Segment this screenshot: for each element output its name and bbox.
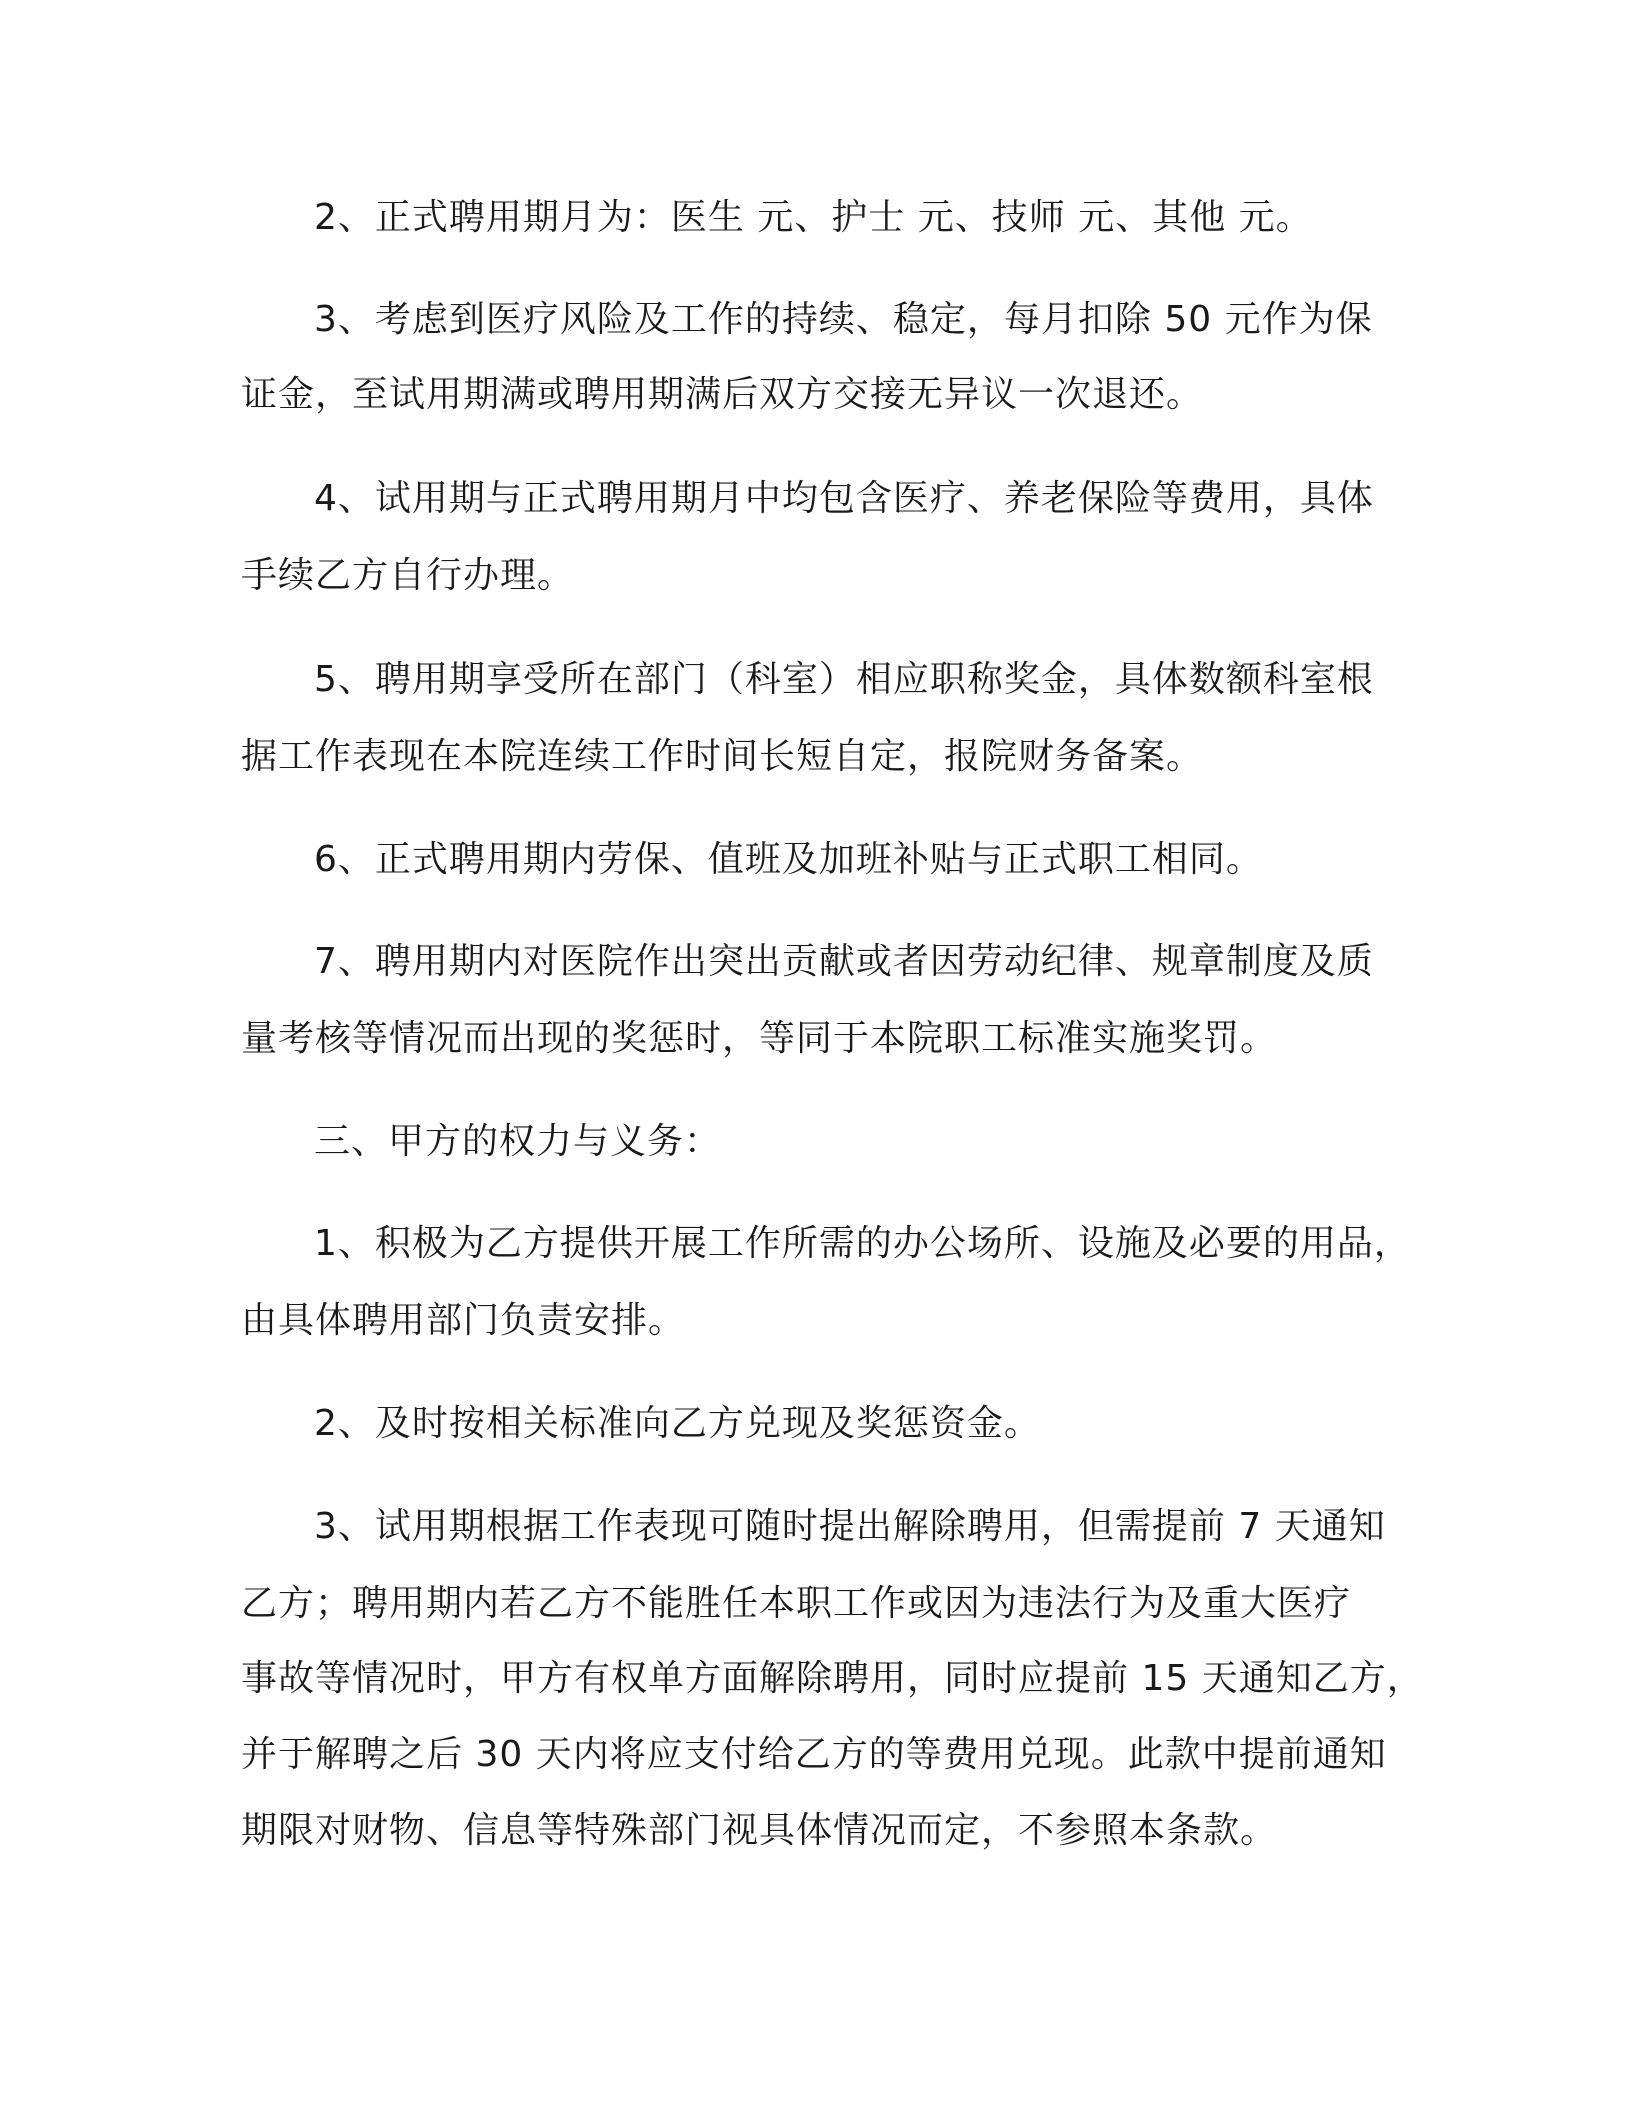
paragraph-line: 3、考虑到医疗风险及工作的持续、稳定，每月扣除 50 元作为保	[314, 299, 1373, 340]
paragraph-line: 5、聘用期享受所在部门（科室）相应职称奖金，具体数额科室根	[314, 659, 1374, 700]
paragraph-line: 据工作表现在本院连续工作时间长短自定，报院财务备案。	[241, 736, 1204, 777]
paragraph-line: 事故等情况时，甲方有权单方面解除聘用，同时应提前 15 天通知乙方，	[241, 1658, 1424, 1699]
paragraph-line: 手续乙方自行办理。	[241, 555, 575, 596]
paragraph-line: 证金，至试用期满或聘用期满后双方交接无异议一次退还。	[241, 374, 1204, 415]
paragraph-line: 2、及时按相关标准向乙方兑现及奖惩资金。	[314, 1403, 1041, 1444]
paragraph-line: 4、试用期与正式聘用期月中均包含医疗、养老保险等费用，具体	[314, 478, 1374, 519]
paragraph-line: 由具体聘用部门负责安排。	[241, 1300, 686, 1341]
paragraph-line: 7、聘用期内对医院作出突出贡献或者因劳动纪律、规章制度及质	[314, 941, 1374, 982]
paragraph-line: 期限对财物、信息等特殊部门视具体情况而定，不参照本条款。	[241, 1810, 1278, 1851]
paragraph-line: 1、积极为乙方提供开展工作所需的办公场所、设施及必要的用品，	[314, 1223, 1411, 1264]
section-heading: 三、甲方的权力与义务：	[314, 1121, 722, 1162]
paragraph-line: 3、试用期根据工作表现可随时提出解除聘用，但需提前 7 天通知	[314, 1506, 1386, 1547]
paragraph-line: 并于解聘之后 30 天内将应支付给乙方的等费用兑现。此款中提前通知	[241, 1734, 1387, 1775]
paragraph-line: 量考核等情况而出现的奖惩时，等同于本院职工标准实施奖罚。	[241, 1018, 1278, 1059]
paragraph-line: 2、正式聘用期月为：医生 元、护士 元、技师 元、其他 元。	[314, 197, 1313, 238]
paragraph-line: 乙方；聘用期内若乙方不能胜任本职工作或因为违法行为及重大医疗	[241, 1583, 1352, 1624]
paragraph-line: 6、正式聘用期内劳保、值班及加班补贴与正式职工相同。	[314, 839, 1263, 880]
